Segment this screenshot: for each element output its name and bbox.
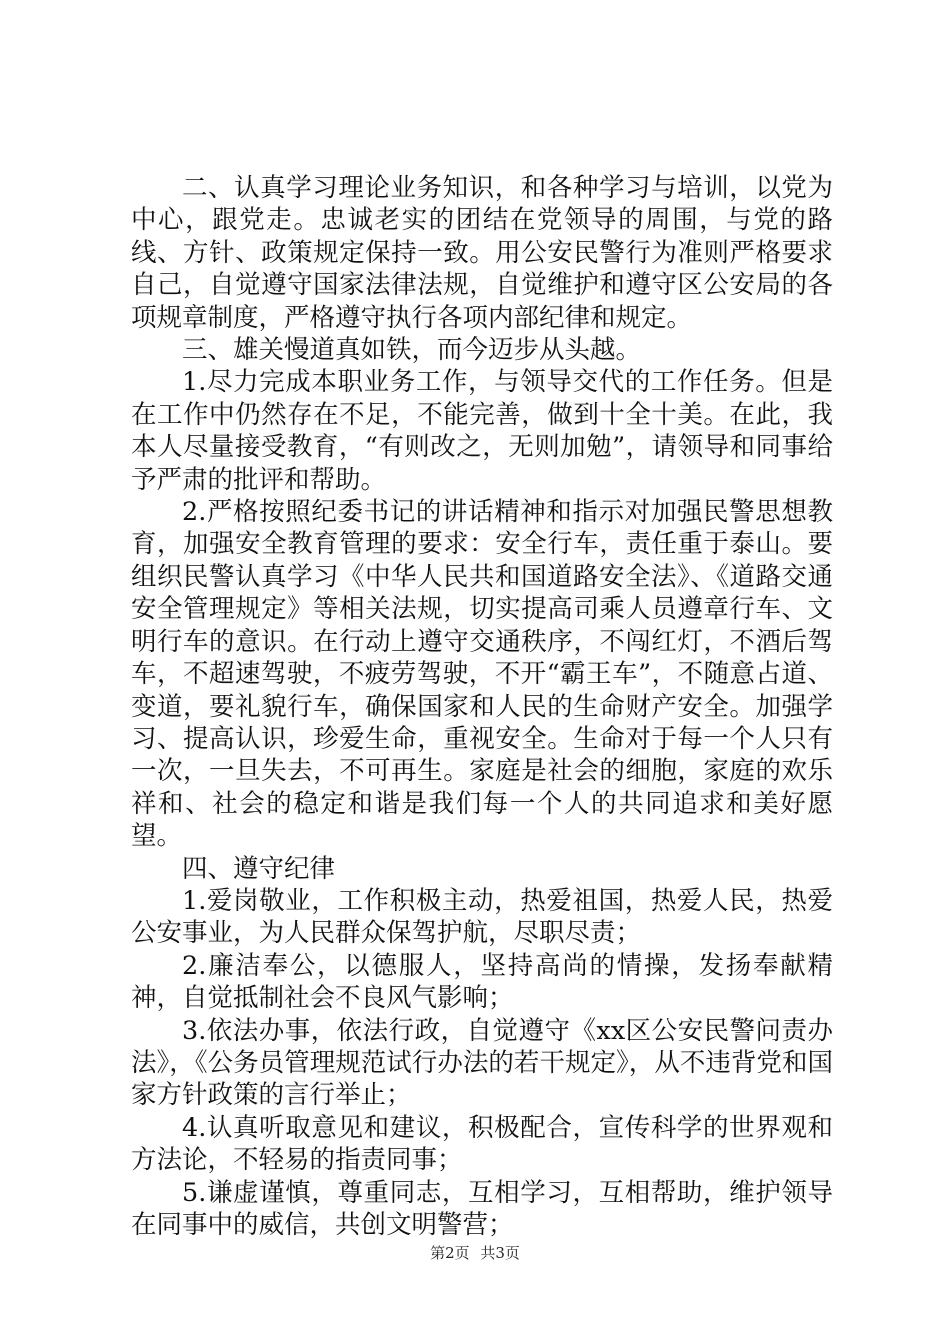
- paragraph-section-three-heading: 三、雄关慢道真如铁，而今迈步从头越。: [182, 335, 642, 366]
- discipline-item-1: 1.爱岗敬业，工作积极主动，热爱祖国，热爱人民，热爱公安事业，为人民群众保驾护航，尽职尽责；: [131, 885, 833, 949]
- discipline-item-3: 3.依法办事，依法行政，自觉遵守《xx区公安民警问责办法》，《公务员管理规范试行办法的若干规定》，从不违背党和国家方针政策的言行举止；: [131, 1015, 833, 1111]
- paragraph-item-2: 2.严格按照纪委书记的讲话精神和指示对加强民警思想教育，加强安全教育管理的要求：安全行车，责任重于泰山。要组织民警认真学习《中华人民共和国道路安全法》、《道路交通安全管理规定》等相关法规，切实提高司乘人员遵章行车、文明行车的意识。在行动上遵守交通秩序，不闯红灯，不酒后驾车，不超速驾驶，不疲劳驾驶，不开“霸王车”，不随意占道、变道，要礼貌行车，确保国家和人民的生命财产安全。加强学习、提高认识，珍爱生命，重视安全。生命对于每一个人只有一次，一旦失去，不可再生。家庭是社会的细胞，家庭的欢乐祥和、社会的稳定和谐是我们每一个人的共同追求和美好愿望。: [131, 497, 833, 852]
- paragraph-item-1: 1.尽力完成本职业务工作，与领导交代的工作任务。但是在工作中仍然存在不足，不能完善，做到十全十美。在此，我本人尽量接受教育，“有则改之，无则加勉”，请领导和同事给予严肃的批评和帮助。: [131, 367, 833, 495]
- page-total: 共3页: [480, 1244, 520, 1262]
- page-footer: [0, 1243, 950, 1263]
- discipline-item-4: 4.认真听取意见和建议，积极配合，宣传科学的世界观和方法论，不轻易的指责同事；: [131, 1112, 833, 1176]
- paragraph-section-two: 二、认真学习理论业务知识，和各种学习与培训，以党为中心，跟党走。忠诚老实的团结在党领导的周围，与党的路线、方针、政策规定保持一致。用公安民警行为准则严格要求自己，自觉遵守国家法律法规，自觉维护和遵守区公安局的各项规章制度，严格遵守执行各项内部纪律和规定。: [131, 173, 833, 333]
- page-number: 第2页: [430, 1244, 470, 1262]
- discipline-item-2: 2.廉洁奉公，以德服人，坚持高尚的情操，发扬奉献精神，自觉抵制社会不良风气影响；: [131, 950, 833, 1014]
- document-body: [131, 172, 833, 1241]
- discipline-item-5: 5.谦虚谨慎，尊重同志，互相学习，互相帮助，维护领导在同事中的威信，共创文明警营；: [131, 1177, 833, 1240]
- paragraph-section-four-heading: 四、遵守纪律: [182, 853, 336, 884]
